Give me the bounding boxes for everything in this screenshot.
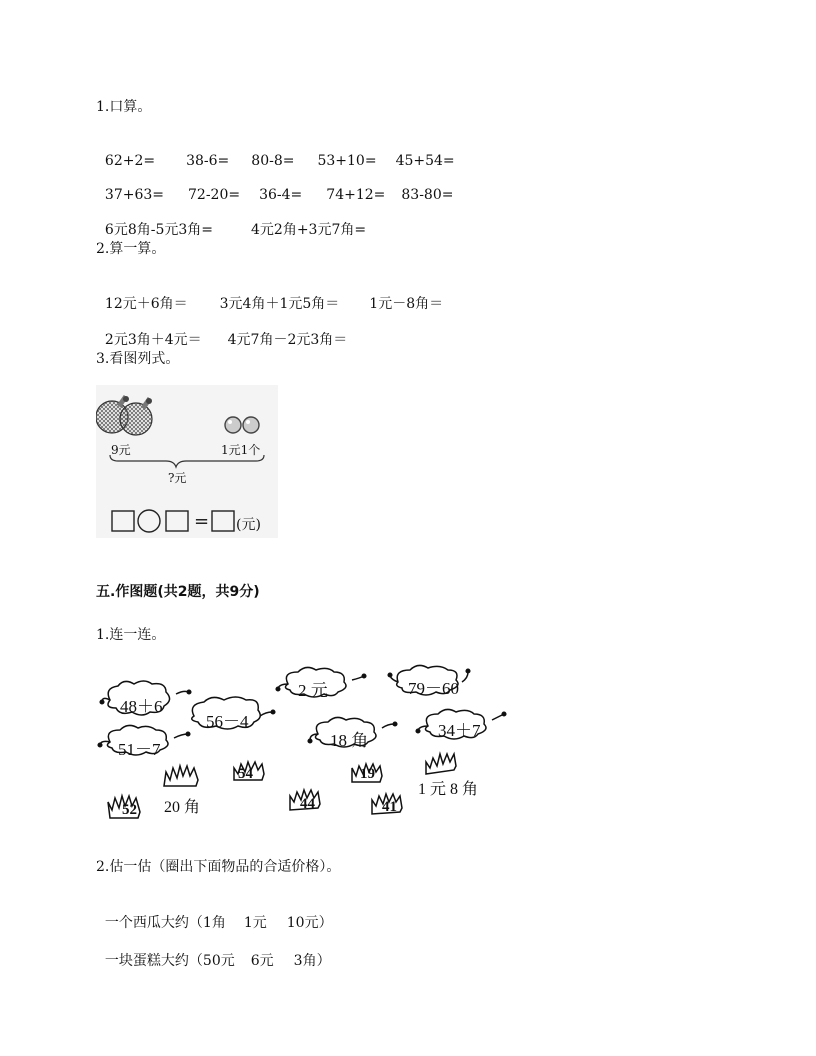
grass-label: 44 [300,796,315,812]
money-row-2 [96,313,347,349]
question-1-title: 1.连一连。 [96,627,166,643]
problem: 80-8= [251,153,295,169]
problem: 72-20= [188,187,241,203]
answer-box [112,511,134,531]
problem: 12元＋6角＝ [104,296,188,312]
grass-label: 52 [122,802,137,818]
problem: 2元3角＋4元＝ [104,332,202,348]
problem: 53+10= [317,153,377,169]
price-label: 20 角 [164,799,201,816]
arithmetic-row-2 [96,168,453,204]
choice: 一块蛋糕大约（50元 [104,953,235,969]
paddle-icon [120,403,152,435]
cloud-label: 51－7 [118,740,161,759]
svg-text:=: = [194,511,210,532]
problem: 38-6= [186,153,230,169]
equation-unit: (元) [236,517,261,533]
problem: 4元2角+3元7角= [251,222,367,238]
choice: 1元 [243,915,267,931]
right-price-label: 1元1个 [221,443,261,457]
problem: 62+2= [104,153,156,169]
choice: 6元 [250,953,274,969]
ball-icon [225,417,241,433]
question-2-title: 2.算一算。 [96,241,166,257]
estimate-row-1 [96,896,333,932]
question-1-title: 1.口算。 [96,99,152,115]
total-label: ?元 [168,471,187,485]
grass-label: 41 [382,799,397,815]
matching-figure [96,662,516,824]
choice: 一个西瓜大约（1角 [104,915,226,931]
cloud-label: 48＋6 [120,697,163,716]
cloud-label: 56－4 [206,712,249,731]
problem: 6元8角-5元3角= [104,222,213,238]
arithmetic-row-3 [96,203,366,239]
choice: 3角） [293,953,331,969]
problem: 45+54= [395,153,455,169]
answer-box [166,511,188,531]
choice: 10元） [286,915,333,931]
problem: 83-80= [401,187,454,203]
left-price-label: 9元 [111,443,131,457]
problem: 3元4角＋1元5角＝ [219,296,340,312]
operator-circle [138,510,160,532]
grass-label: 54 [238,766,253,782]
grass-icon [426,754,456,774]
cloud-label: 2 元 [298,681,328,700]
grass-icon [164,766,198,786]
ball-icon [243,417,259,433]
cloud-label: 34＋7 [438,721,481,740]
question-3-title: 3.看图列式。 [96,351,180,367]
cloud-label: 18 角 [330,731,369,750]
price-label: 1 元 8 角 [418,781,479,798]
problem: 4元7角－2元3角＝ [227,332,348,348]
section-heading: 五.作图题(共2题，共9分) [96,584,260,600]
estimate-row-2 [96,934,331,970]
problem: 1元－8角＝ [369,296,444,312]
problem: 36-4= [259,187,303,203]
grass-label: 19 [360,766,375,782]
cloud-label: 79－60 [408,679,459,698]
picture-equation-figure [96,385,278,538]
answer-box [212,511,234,531]
arithmetic-row-1 [96,134,455,170]
problem: 37+63= [104,187,164,203]
question-2-title: 2.估一估（圈出下面物品的合适价格）。 [96,859,341,875]
problem: 74+12= [326,187,386,203]
money-row-1 [96,277,443,313]
